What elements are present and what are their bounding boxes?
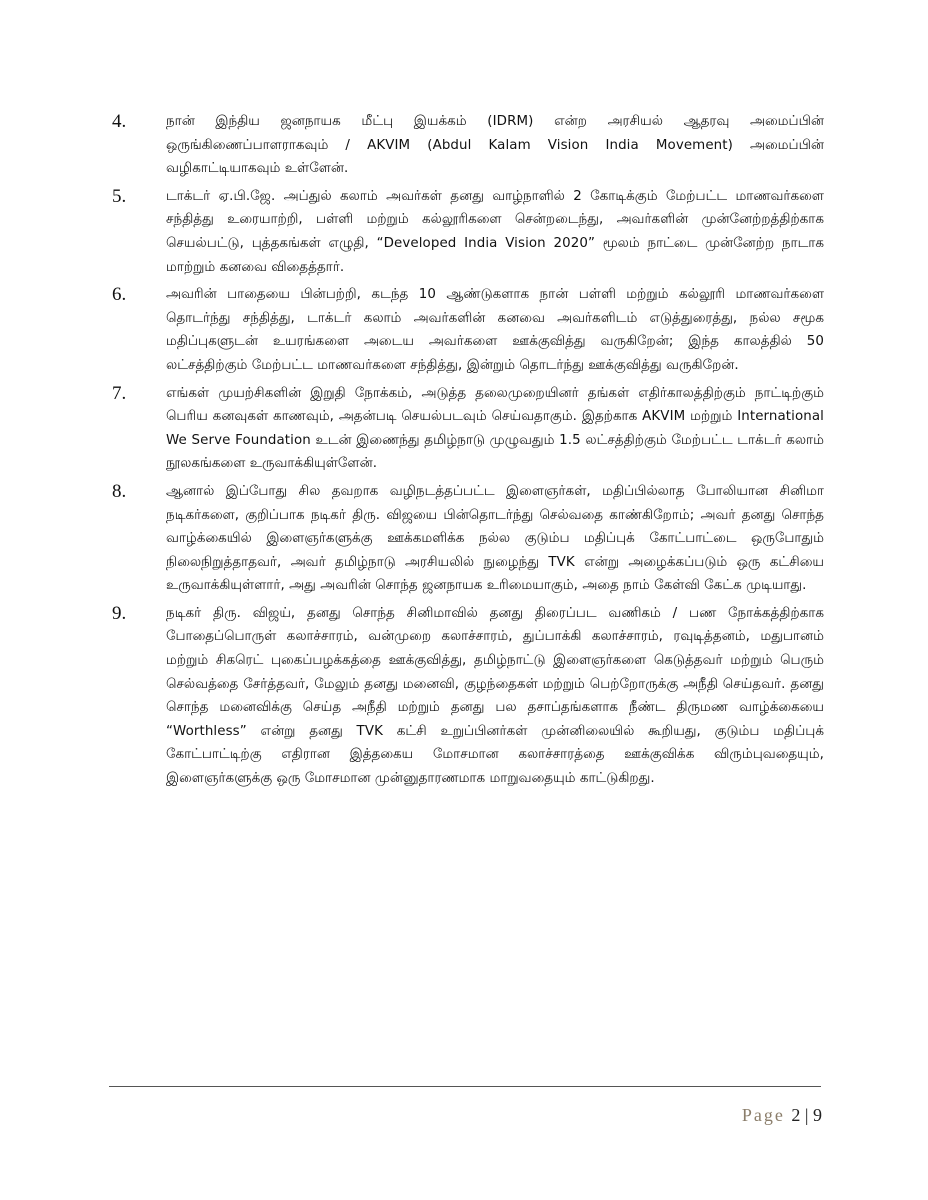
item-text: டாக்டர் ஏ.பி.ஜே. அப்துல் கலாம் அவர்கள் தனது வாழ்நாளில் 2 கோடிக்கும் மேற்பட்ட மாணவர்களை சந்தித்து உரையாற்றி, பள்ளி மற்றும் கல்லூரிகளை சென்றடைந்து, அவர்களின் முன்னேற்றத்திற்காக செயல்பட்டு, புத்தகங்கள் எழுதி, “Developed India Vision 2020” மூலம் நாட்டை முன்னேற்ற நாடாக மாற்றும் கனவை விதைத்தார். bbox=[166, 188, 824, 275]
item-text: எங்கள் முயற்சிகளின் இறுதி நோக்கம், அடுத்த தலைமுறையினர் தங்கள் எதிர்காலத்திற்கும் நாட்டிற்கும் பெரிய கனவுகள் காணவும், அதன்படி செயல்படவும் செய்வதாகும். இதற்காக AKVIM மற்றும் International We Serve Foundation உடன் இணைந்து தமிழ்நாடு முழுவதும் 1.5 லட்சத்திற்கும் மேற்பட்ட டாக்டர் கலாம் நூலகங்களை உருவாக்கியுள்ளேன். bbox=[166, 385, 824, 472]
item-number: 8. bbox=[112, 480, 127, 502]
footer-divider bbox=[109, 1086, 821, 1087]
item-number: 6. bbox=[112, 284, 127, 306]
item-text: நான் இந்திய ஜனநாயக மீட்பு இயக்கம் (IDRM) என்ற அரசியல் ஆதரவு அமைப்பின் ஒருங்கிணைப்பாளராகவும் / AKVIM (Abdul Kalam Vision India Movement) அமைப்பின் வழிகாட்டியாகவும் உள்ளேன். bbox=[166, 114, 824, 177]
item-number: 4. bbox=[112, 111, 127, 132]
footer-page-label: Page bbox=[741, 1105, 785, 1125]
list-item bbox=[112, 602, 824, 791]
item-text: அவரின் பாதையை பின்பற்றி, கடந்த 10 ஆண்டுகளாக நான் பள்ளி மற்றும் கல்லூரி மாணவர்களை தொடர்ந்து சந்தித்து, டாக்டர் கலாம் அவர்களின் கனவை அவர்களிடம் எடுத்துரைத்து, நல்ல சமூக மதிப்புகளுடன் உயரங்களை அடைய அவர்களை ஊக்குவித்து வருகிறேன்; இந்த காலத்தில் 50 லட்சத்திற்கும் மேற்பட்ட மாணவர்களை சந்தித்து, இன்றும் தொடர்ந்து ஊக்குவித்து வருகிறேன். bbox=[166, 287, 824, 373]
list-item bbox=[112, 480, 824, 598]
item-number: 5. bbox=[112, 185, 127, 207]
numbered-paragraph-list bbox=[112, 110, 824, 795]
item-number: 7. bbox=[112, 382, 127, 404]
item-text: ஆனால் இப்போது சில தவறாக வழிநடத்தப்பட்ட இளைஞர்கள், மதிப்பில்லாத போலியான சினிமா நடிகர்களை, குறிப்பாக நடிகர் திரு. விஜயை பின்தொடர்ந்து செல்வதை காண்கிறோம்; அவர் தனது சொந்த வாழ்க்கையில் இளைஞர்களுக்கு ஊக்கமளிக்க நல்ல குடும்ப மதிப்புக் கோட்பாட்டை ஒருபோதும் நிலைநிறுத்தாதவர், அவர் தமிழ்நாடு அரசியலில் நுழைந்து TVK என்று அழைக்கப்படும் ஒரு கட்சியை உருவாக்கியுள்ளார், அது அவரின் சொந்த ஜனநாயக உரிமையாகும், அதை நாம் கேள்வி கேட்க முடியாது. bbox=[166, 483, 824, 594]
item-number: 9. bbox=[112, 602, 127, 624]
page-number: 2 | 9 bbox=[791, 1105, 822, 1125]
list-item bbox=[112, 110, 824, 181]
list-item bbox=[112, 382, 824, 476]
page-footer bbox=[742, 1105, 822, 1126]
item-text: நடிகர் திரு. விஜய், தனது சொந்த சினிமாவில் தனது திரைப்பட வணிகம் / பண நோக்கத்திற்காக போதைப்பொருள் கலாச்சாரம், வன்முறை கலாச்சாரம், துப்பாக்கி கலாச்சாரம், ரவுடித்தனம், மதுபானம் மற்றும் சிகரெட் புகைப்பழக்கத்தை ஊக்குவித்து, தமிழ்நாட்டு இளைஞர்களை கெடுத்தவர் மற்றும் பெரும் செல்வத்தை சேர்த்தவர், மேலும் தனது மனைவி, குழந்தைகள் மற்றும் பெற்றோருக்கு அநீதி செய்தவர். தனது சொந்த மனைவிக்கு செய்த அநீதி மற்றும் தனது பல தசாப்தங்களாக நீண்ட திருமண வாழ்க்கையை “Worthless” என்று தனது TVK கட்சி உறுப்பினர்கள் முன்னிலையில் கூறியது, குடும்ப மதிப்புக் கோட்பாட்டிற்கு எதிரான இத்தகைய மோசமான கலாச்சாரத்தை ஊக்குவிக்க விரும்புவதையும், இளைஞர்களுக்கு ஒரு மோசமான முன்னுதாரணமாக மாறுவதையும் காட்டுகிறது. bbox=[166, 605, 824, 787]
list-item bbox=[112, 283, 824, 377]
list-item bbox=[112, 185, 824, 279]
